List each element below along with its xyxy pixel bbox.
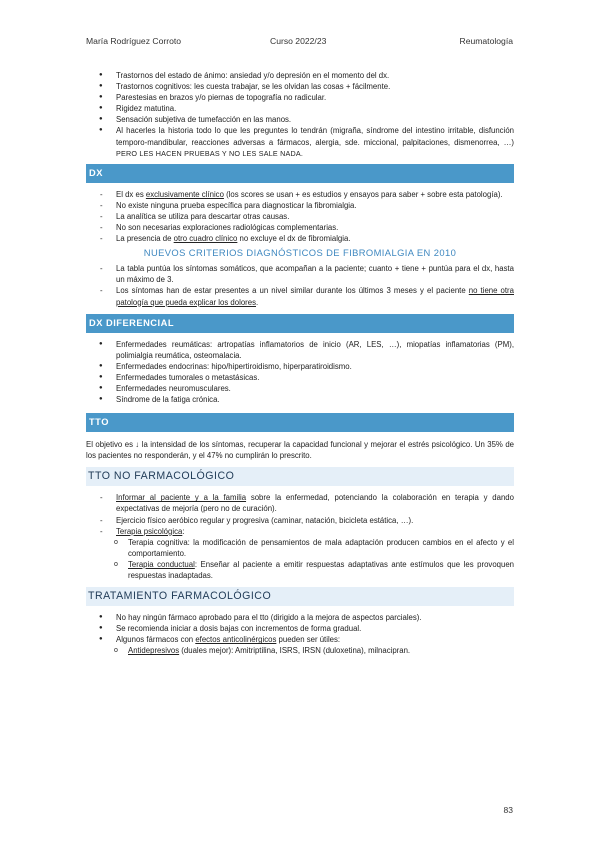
caps-emphasis: PERO LES HACEN PRUEBAS Y NO LES SALE NADA. <box>116 148 304 158</box>
list-item: ● Algunos fármacos con efectos anticolinérgicos pueden ser útiles: o Antidepresivos (duales mejor): Amitriptilina, ISRS, IRSN (duloxetina), milnacipran. <box>86 634 514 656</box>
list-item: ● Síndrome de la fatiga crónica. <box>86 394 514 405</box>
section-title-tto: TTO <box>86 413 514 432</box>
list-item: ● Trastornos del estado de ánimo: ansiedad y/o depresión en el momento del dx. <box>86 70 514 81</box>
list-item: ● Parestesias en brazos y/o piernas de topografía no radicular. <box>86 92 514 103</box>
list-item: - No existe ninguna prueba específica para diagnosticar la fibromialgia. <box>86 200 514 211</box>
tto-paragraph: El objetivo es ↓ la intensidad de los síntomas, recuperar la capacidad funcional y mejorar el estrés psicológico. Un 35% de los pacientes no responderán, y el 47% no cumplirán lo prescrito. <box>86 440 514 461</box>
list-item: - La presencia de otro cuadro clínico no excluye el dx de fibromialgia. <box>86 233 514 244</box>
document-body <box>86 70 514 656</box>
terapia-sublist <box>86 537 514 581</box>
criteria-list <box>86 263 514 307</box>
no-farmacologico-list <box>86 492 514 581</box>
list-item: o Terapia conductual: Enseñar al paciente a emitir respuestas adaptativas ante estímulos que les provoquen respuestas inadaptadas. <box>86 559 514 581</box>
header-subject: Reumatología <box>459 36 513 46</box>
list-item: - La tabla puntúa los síntomas somáticos, que acompañan a la paciente; cuanto + tiene + puntúa para el dx, hasta un máximo de 3. <box>86 263 514 285</box>
list-item: - Los síntomas han de estar presentes a un nivel similar durante los últimos 3 meses y el paciente no tiene otra patología que pueda explicar los dolores. <box>86 285 514 307</box>
header-author: María Rodríguez Corroto <box>86 36 182 46</box>
list-item: o Terapia cognitiva: la modificación de pensamientos de mala adaptación producen cambios en el afecto y el comportamiento. <box>86 537 514 559</box>
list-item: - Terapia psicológica: o Terapia cognitiva: la modificación de pensamientos de mala adaptación producen cambios en el afecto y el comportamiento. o Terapia conductual: Enseñar al paciente a emitir respuestas adaptativas ante estímulos que les provoquen respuestas inadaptadas. <box>86 526 514 581</box>
list-item: ● Enfermedades tumorales o metastásicas. <box>86 372 514 383</box>
list-item: ● Al hacerles la historia todo lo que les preguntes lo tendrán (migraña, síndrome del intestino irritable, disfunción temporo-mandibular, reacciones adversas a fármacos, alergia, sde. miccional, palpitaciones, dismenorrea, …) PERO LES HACEN PRUEBAS Y NO LES SALE NADA. <box>86 125 514 158</box>
section-title-tto-no-farmacologico: TTO NO FARMACOLÓGICO <box>86 467 514 486</box>
list-item: ● Se recomienda iniciar a dosis bajas con incrementos de forma gradual. <box>86 623 514 634</box>
dx-list <box>86 189 514 244</box>
list-item: - Informar al paciente y a la familia sobre la enfermedad, potenciando la colaboración en terapia y dando expectativas de mejoría (pero no de curación). <box>86 492 514 514</box>
section-title-dx: DX <box>86 164 514 183</box>
list-item: - La analítica se utiliza para descartar otras causas. <box>86 211 514 222</box>
farmacologico-list <box>86 612 514 656</box>
list-item: ● Enfermedades endocrinas: hipo/hipertiroidismo, hiperparatiroidismo. <box>86 361 514 372</box>
list-item: ● Sensación subjetiva de tumefacción en las manos. <box>86 114 514 125</box>
list-item: - No son necesarias exploraciones radiológicas complementarias. <box>86 222 514 233</box>
list-item: - Ejercicio físico aeróbico regular y progresiva (caminar, natación, bicicleta estática, …). <box>86 515 514 526</box>
list-item: ● Enfermedades reumáticas: artropatías inflamatorios de inicio (AR, LES, …), miopatías inflamatorias (PM), polimialgia reumática, osteomalacia. <box>86 339 514 361</box>
section-title-dx-diferencial: DX DIFERENCIAL <box>86 314 514 333</box>
list-item: ● Rigidez matutina. <box>86 103 514 114</box>
list-item: ● No hay ningún fármaco aprobado para el tto (dirigido a la mejora de aspectos parciales). <box>86 612 514 623</box>
dx-diferencial-list <box>86 339 514 406</box>
list-item: ● Trastornos cognitivos: les cuesta trabajar, se les olvidan las cosas + fácilmente. <box>86 81 514 92</box>
farmacos-sublist <box>86 645 514 656</box>
section-title-tratamiento-farmacologico: TRATAMIENTO FARMACOLÓGICO <box>86 587 514 606</box>
intro-bullet-list <box>86 70 514 159</box>
header-course: Curso 2022/23 <box>270 36 327 46</box>
list-item: ● Enfermedades neuromusculares. <box>86 383 514 394</box>
page-number: 83 <box>503 805 513 815</box>
criteria-subheading: NUEVOS CRITERIOS DIAGNÓSTICOS DE FIBROMIALGIA EN 2010 <box>143 247 457 259</box>
list-item: - El dx es exclusivamente clínico (los scores se usan + es estudios y ensayos para saber + sobre esta patología). <box>86 189 514 200</box>
list-item: o Antidepresivos (duales mejor): Amitriptilina, ISRS, IRSN (duloxetina), milnacipran. <box>86 645 514 656</box>
